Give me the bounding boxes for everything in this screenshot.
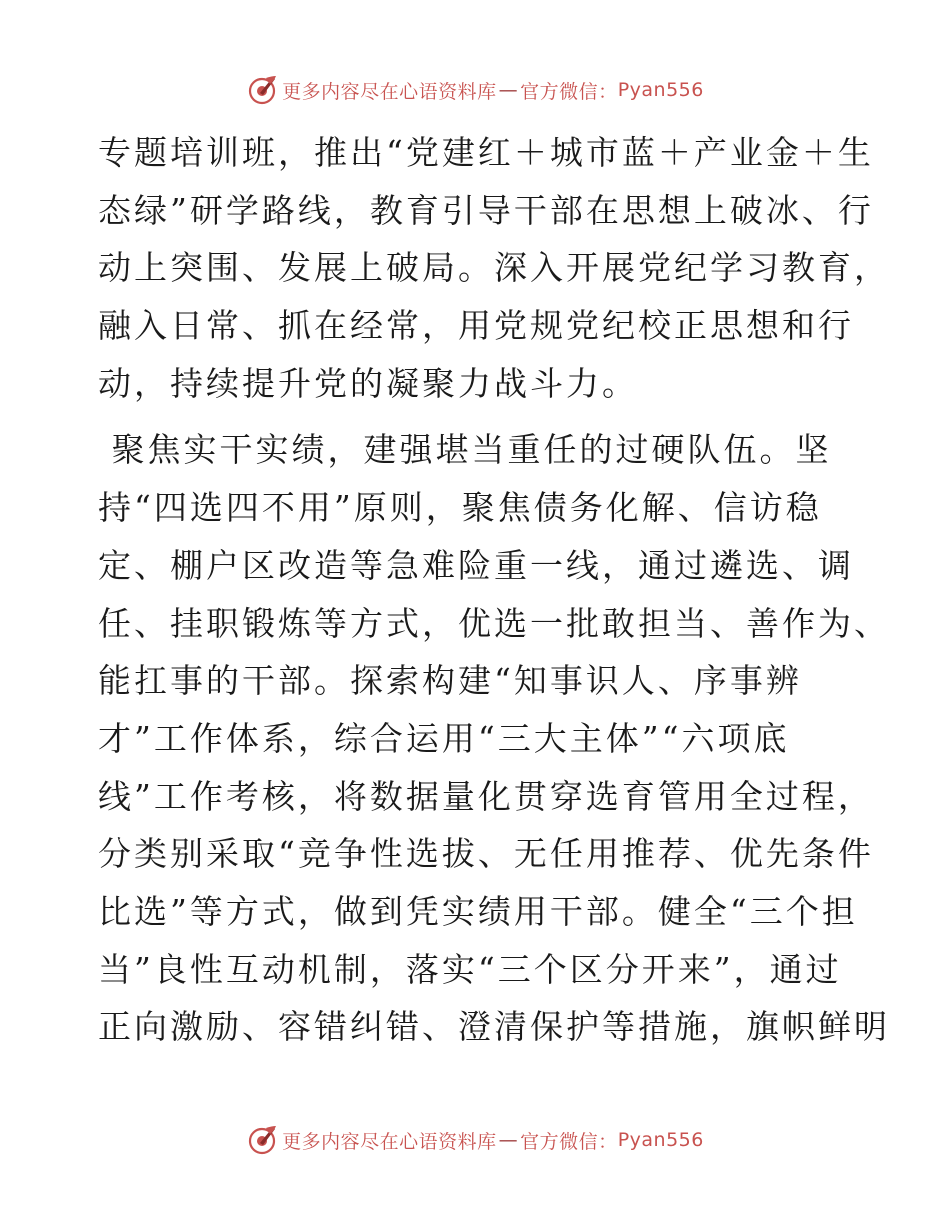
text-line: 专题培训班，推出“党建红＋城市蓝＋产业金＋生 <box>98 133 874 172</box>
text-line: 持“四选四不用”原则，聚焦债务化解、信访稳 <box>98 488 822 528</box>
document-body <box>98 124 890 1056</box>
text-line: 任、挂职锻炼等方式，优选一批敢担当、善作为、 <box>98 603 890 643</box>
text-line: 态绿”研学路线，教育引导干部在思想上破冰、行 <box>98 190 874 230</box>
text-line: 融入日常、抓在经常，用党规党纪校正思想和行 <box>98 306 854 346</box>
text-line: 线”工作考核，将数据量化贯穿选育管用全过程， <box>98 776 874 816</box>
footer-banner <box>0 1120 950 1160</box>
text-line: 比选”等方式，做到凭实绩用干部。健全“三个担 <box>98 891 858 931</box>
paragraph <box>98 124 890 412</box>
banner-wechat-id: Pyan556 <box>617 79 704 101</box>
banner-separator: — <box>498 1129 519 1151</box>
quill-pen-logo-icon <box>246 1124 278 1156</box>
banner-wechat-id: Pyan556 <box>617 1129 704 1151</box>
banner-wechat-label: 官方微信： <box>520 1130 618 1153</box>
text-line: 分类别采取“竞争性选拔、无任用推荐、优先条件 <box>98 834 874 874</box>
text-line: 能扛事的干部。探索构建“知事识人、序事辨 <box>98 661 802 701</box>
paragraph <box>98 421 890 1056</box>
banner-separator: — <box>498 79 519 101</box>
banner-promo-text: 更多内容尽在心语资料库 <box>282 1130 497 1153</box>
banner-promo-text: 更多内容尽在心语资料库 <box>282 80 497 103</box>
text-line: 动上突围、发展上破局。深入开展党纪学习教育， <box>98 248 890 288</box>
quill-pen-logo-icon <box>246 74 278 106</box>
text-line: 定、棚户区改造等急难险重一线，通过遴选、调 <box>98 545 854 585</box>
text-line: 动，持续提升党的凝聚力战斗力。 <box>98 363 638 403</box>
banner-wechat-label: 官方微信： <box>520 80 618 103</box>
text-line: 正向激励、容错纠错、澄清保护等措施，旗帜鲜明 <box>98 1007 890 1047</box>
text-line: 聚焦实干实绩，建强堪当重任的过硬队伍。坚 <box>98 430 832 470</box>
text-line: 才”工作体系，综合运用“三大主体”“六项底 <box>98 718 790 758</box>
header-banner <box>0 70 950 110</box>
text-line: 当”良性互动机制，落实“三个区分开来”，通过 <box>98 949 842 989</box>
